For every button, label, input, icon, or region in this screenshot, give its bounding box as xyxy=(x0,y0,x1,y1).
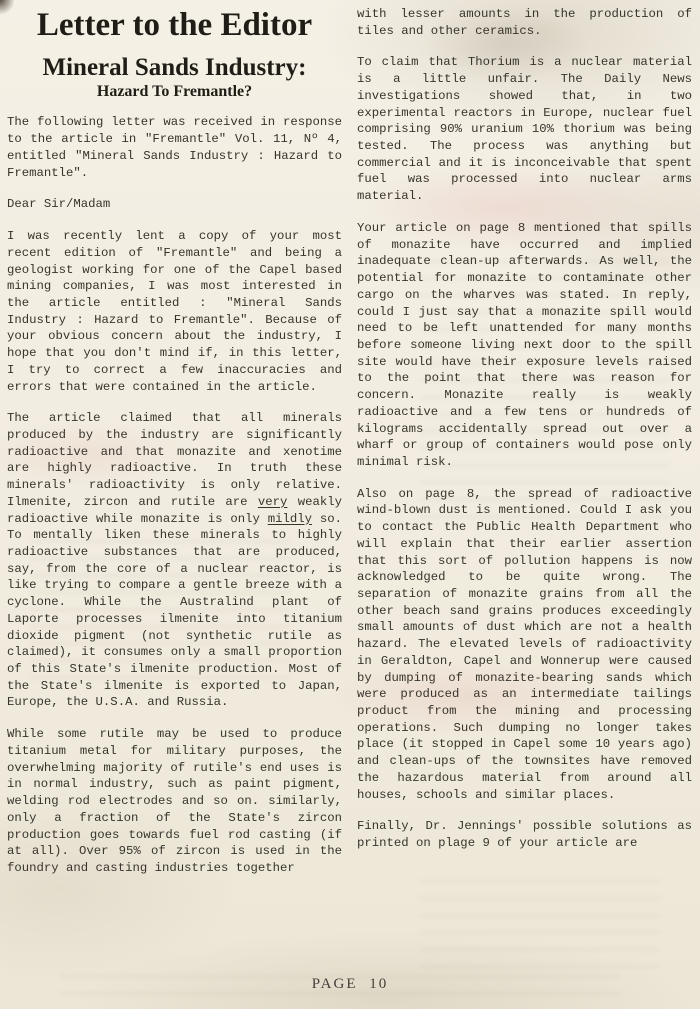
paragraph-text: To claim that Thorium is a nuclear material is a little unfair. The Daily News investigations showed that, in two experimental reactors in Europe, nuclear fuel comprising 90% uranium 10% thorium was being tested. The process was anything but commercial and it is inconceivable that spent fuel was processed into nuclear arms material. xyxy=(357,55,692,204)
paragraph-text: with lesser amounts in the production of tiles and other ceramics. xyxy=(357,7,692,38)
paragraph xyxy=(357,486,692,804)
column-right-paragraphs xyxy=(357,6,692,852)
paragraph xyxy=(7,726,342,876)
article-subtitle: Hazard To Fremantle? xyxy=(96,82,253,100)
paragraph xyxy=(7,410,342,711)
paragraph xyxy=(7,114,342,181)
paragraph-text: Your article on page 8 mentioned that spills of monazite have occurred and implied inadequate clean-up afterwards. As well, the potential for monazite to contaminate other cargo on the wharves was stated. In reply, could I just say that a monazite spill would need to be left unattended for many months before someone living next door to the spill site would have their exposure levels raised to the point that there was reason for concern. Monazite really is weakly radioactive and a few tens or hundreds of kilograms accidentally spread out over a wharf or group of containers would pose only minimal risk. xyxy=(357,220,692,469)
paragraph xyxy=(357,818,692,851)
column-left-paragraphs xyxy=(7,114,342,876)
paragraph-text: so. To mentally liken these minerals to highly radioactive substances that are produced, say, from the core of a nuclear reactor, is like trying to compare a gentle breeze with a cyclone. While the Australind plant of Laporte processes ilmenite into titanium dioxide pigment (not synthetic rutile as claimed), it consumes only a small proportion of this State's ilmenite production. Most of the State's ilmenite is exported to Japan, Europe, the U.S.A. and Russia. xyxy=(7,511,342,710)
paragraph-text: I was recently lent a copy of your most recent edition of "Fremantle" and being a geologist working for one of the Capel based mining companies, I was most interested in the article entitled : "Mineral Sands Industry : Hazard to Fremantle". Because of your obvious concern about the industry, I hope that you don't mind if, in this letter, I try to correct a few inaccuracies and errors that were contained in the article. xyxy=(7,229,342,394)
paragraph xyxy=(357,54,692,204)
paragraph xyxy=(7,228,342,395)
paragraph-text: Dear Sir/Madam xyxy=(7,197,111,212)
paragraph-text: The following letter was received in response to the article in "Fremantle" Vol. 11, Nº 4, entitled "Mineral Sands Industry : Hazard to Fremantle". xyxy=(7,115,342,180)
article-title: Mineral Sands Industry: xyxy=(42,53,307,81)
underlined-word: mildly xyxy=(267,511,312,526)
paragraph-text: While some rutile may be used to produce titanium metal for military purposes, the overwhelming majority of rutile's end uses is in normal industry, such as paint pigment, welding rod electrodes and so on. similarly, only a fraction of the State's zircon production goes towards fuel rod casting (if at all). Over 95% of zircon is used in the foundry and casting industries together xyxy=(7,727,342,875)
scan-bleed-artifact xyxy=(420,880,660,970)
paragraph-text: The article claimed that all minerals produced by the industry are significantly radioactive and that monazite and xenotime are highly radioactive. In truth these minerals' radioactivity is only relative. Ilmenite, zircon and rutile are xyxy=(7,411,342,509)
page-number: PAGE 10 xyxy=(311,976,389,992)
paragraph-text: Also on page 8, the spread of radioactive wind-blown dust is mentioned. Could I ask you to contact the Public Health Department who will explain that their earlier assertion that this sort of pollution happens is now acknowledged to be quite wrong. The separation of monazite grains from all the other beach sand grains produces exceedingly small amounts of dust which are not a health hazard. The elevated levels of radioactivity in Geraldton, Capel and Wonnerup were caused by dumping of monazite-bearing sands which were produced as an intermediate tailings product from the mining and processing operations. Such dumping no longer takes place (it stopped in Capel some 10 years ago) and clean-ups of the townsites have removed the hazardous material from around all houses, schools and similar places. xyxy=(357,486,692,802)
paragraph-text: weakly radioactive while monazite is only xyxy=(7,494,343,526)
column-left xyxy=(7,6,342,892)
paragraph xyxy=(357,220,692,471)
page-title: Letter to the Editor xyxy=(36,7,313,43)
column-right xyxy=(357,6,692,892)
paragraph-text: Finally, Dr. Jennings' possible solutions as printed on plage 9 of your article are xyxy=(357,819,692,851)
paragraph xyxy=(357,6,692,39)
underlined-word: very xyxy=(257,494,288,509)
paragraph xyxy=(7,196,342,213)
